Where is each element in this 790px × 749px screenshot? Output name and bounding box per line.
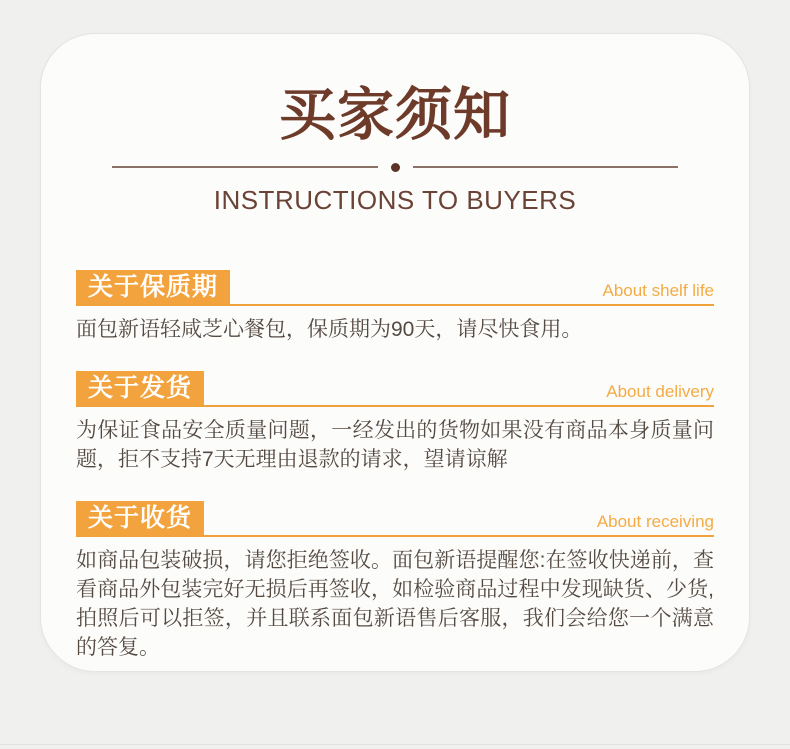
section-header: [76, 270, 714, 306]
section-delivery: [76, 371, 714, 474]
section-header: [76, 501, 714, 537]
bottom-separator: [0, 744, 790, 745]
buyer-notice-card: [40, 33, 750, 672]
divider-dot-icon: [391, 163, 400, 172]
section-body-text: 如商品包装破损，请您拒绝签收。面包新语提醒您:在签收快递前，查看商品外包装完好无损后再签收，如检验商品过程中发现缺货、少货,拍照后可以拒签，并且联系面包新语售后客服，我们会给您一个满意的答复。: [76, 548, 714, 659]
divider-line-right: [413, 166, 679, 168]
notice-sections: [76, 270, 714, 662]
section-shelf-life: [76, 270, 714, 344]
section-badge: 关于发货: [76, 371, 204, 405]
section-header: [76, 371, 714, 407]
section-label-en: About delivery: [606, 381, 714, 401]
title-divider: [112, 163, 678, 172]
section-badge: 关于收货: [76, 501, 204, 535]
section-body-text: 面包新语轻咸芝心餐包，保质期为90天，请尽快食用。: [76, 317, 583, 341]
section-receiving: [76, 501, 714, 662]
section-badge: 关于保质期: [76, 270, 230, 304]
section-label-en: About shelf life: [602, 280, 714, 300]
page-title: 买家须知: [279, 83, 511, 147]
page-subtitle: INSTRUCTIONS TO BUYERS: [213, 184, 577, 215]
divider-line-left: [112, 166, 378, 168]
section-body-text: 为保证食品安全质量问题，一经发出的货物如果没有商品本身质量问题，拒不支持7天无理由退款的请求，望请谅解: [76, 418, 714, 471]
section-label-en: About receiving: [596, 511, 714, 531]
